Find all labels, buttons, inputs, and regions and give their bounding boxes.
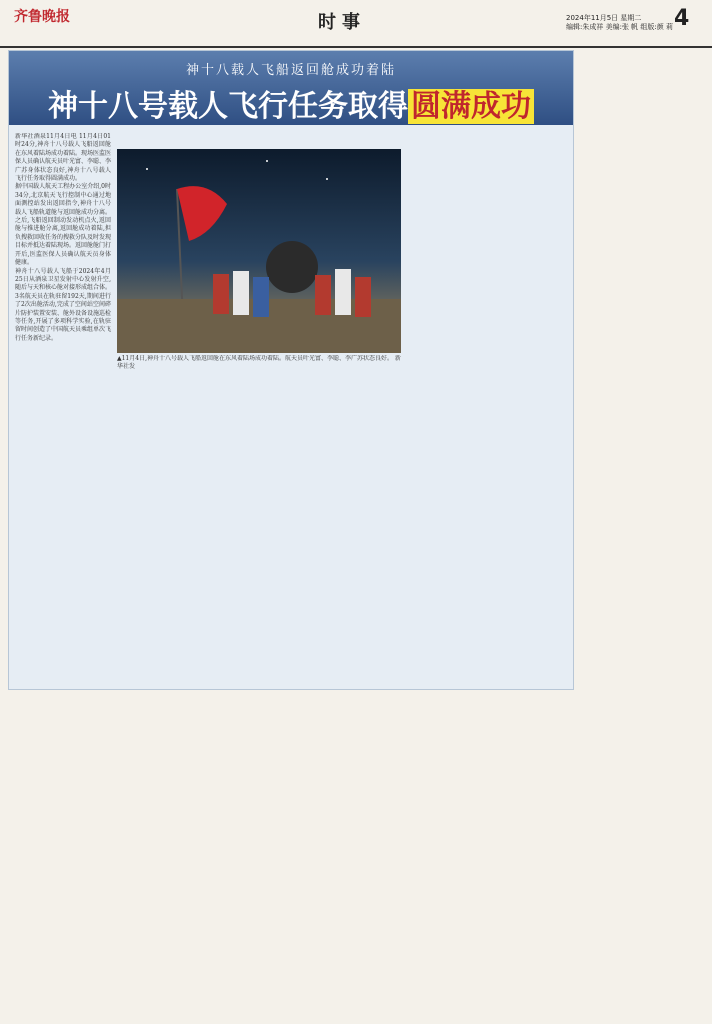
lead-banner	[9, 51, 573, 125]
national-flag	[177, 186, 227, 241]
night-sky	[146, 160, 328, 180]
editor-credits: 编辑:朱成祥 美编:张 帆 组版:颜 莉	[566, 23, 673, 31]
paragraph: 据中国载人航天工程办公室介绍,0时34分,北京航天飞行控制中心通过地面测控站发出返回指令,神舟十八号载人飞船轨道舱与返回舱成功分离。之后,飞船返回制动发动机点火,返回舱与推进舱分离,返回舱成功着陆,担负搜救回收任务的搜救分队及时发现目标并抵达着陆现场。返回舱舱门打开后,医监医保人员确认航天员身体健康。	[15, 183, 111, 267]
capsule-crowd	[117, 241, 401, 353]
lead-article-col1	[15, 133, 111, 395]
paragraph: 新华社酒泉11月4日电 11月4日01时24分,神舟十八号载人飞船返回舱在东风着陆场成功着陆。现场医监医保人员确认航天员叶光富、李聪、李广苏身体状态良好,神舟十八号载人飞行任务取得圆满成功。	[15, 133, 111, 183]
lead-story-panel	[8, 50, 574, 690]
header-info	[566, 14, 673, 32]
section-title: 时事	[318, 12, 366, 33]
headline-main: 神十八号载人飞行任务取得	[48, 89, 408, 124]
landing-photo-svg	[117, 149, 401, 353]
headline-highlight: 圆满成功	[408, 89, 534, 124]
banner-headline	[9, 81, 573, 125]
paragraph: 神舟十八号载人飞船于2024年4月25日从酒泉卫星发射中心发射升空,随后与天和核心舱对接形成组合体。3名航天员在轨驻留192天,期间进行了2次出舱活动,完成了空间站空间碎片防护装置安装、舱外设备设施巡检等任务,开展了多项科学实验,在轨驻留时间创造了中国航天员乘组单次飞行任务新纪录。	[15, 267, 111, 342]
photo1-caption: ▲11月4日,神舟十八号载人飞船返回舱在东风着陆场成功着陆。航天员叶光富、李聪、李广苏状态良好。 新华社发	[117, 355, 401, 370]
page-header	[0, 0, 712, 48]
landing-photo	[117, 149, 401, 353]
newspaper-logo: 齐鲁晚报	[14, 9, 70, 25]
issue-date: 2024年11月5日 星期二	[566, 14, 642, 22]
page-number: 4	[674, 6, 690, 31]
banner-subtitle: 神十八载人飞船返回舱成功着陆	[185, 63, 396, 78]
